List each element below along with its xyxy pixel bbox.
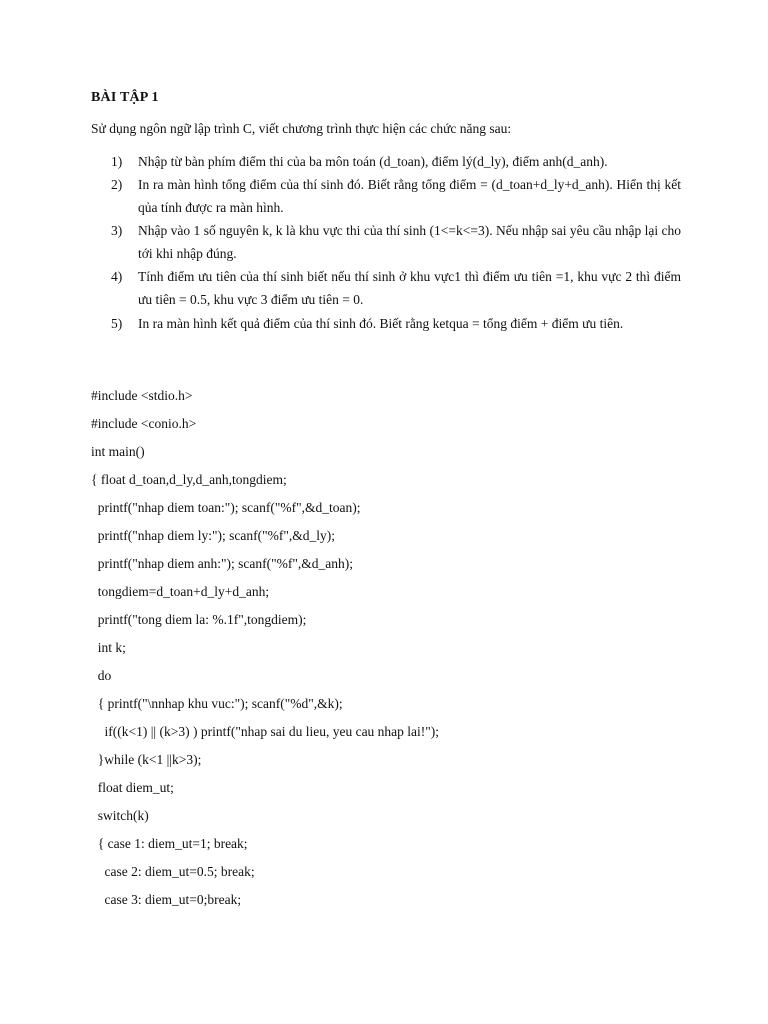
exercise-title: BÀI TẬP 1 bbox=[91, 90, 159, 105]
task-number: 5) bbox=[111, 316, 123, 331]
task-number: 2) bbox=[111, 177, 123, 192]
task-text: Nhập vào 1 số nguyên k, k là khu vực thi của thí sinh (1<=k<=3). Nếu nhập sai yêu cầu nhập lại cho tới khi nhập đúng. bbox=[138, 223, 681, 261]
task-text: Nhập từ bàn phím điểm thi của ba môn toán (d_toan), điểm lý(d_ly), điểm anh(d_anh). bbox=[138, 154, 608, 169]
code-line: printf("nhap diem anh:"); scanf("%f",&d_anh); bbox=[91, 556, 353, 571]
code-line: case 2: diem_ut=0.5; break; bbox=[91, 864, 255, 879]
code-line: }while (k<1 ||k>3); bbox=[91, 752, 202, 767]
code-line: printf("nhap diem ly:"); scanf("%f",&d_ly); bbox=[91, 528, 335, 543]
code-line: { float d_toan,d_ly,d_anh,tongdiem; bbox=[91, 472, 287, 487]
code-line: { printf("\nnhap khu vuc:"); scanf("%d",&k); bbox=[91, 696, 343, 711]
code-line: int k; bbox=[91, 640, 126, 655]
code-line: switch(k) bbox=[91, 808, 149, 823]
code-line: float diem_ut; bbox=[91, 780, 174, 795]
code-line: #include <stdio.h> bbox=[91, 388, 193, 403]
task-number: 4) bbox=[111, 269, 123, 284]
code-line: printf("nhap diem toan:"); scanf("%f",&d_toan); bbox=[91, 500, 361, 515]
code-line: { case 1: diem_ut=1; break; bbox=[91, 836, 248, 851]
code-line: do bbox=[91, 668, 112, 683]
code-line: #include <conio.h> bbox=[91, 416, 197, 431]
task-text: In ra màn hình kết quả điểm của thí sinh đó. Biết rằng ketqua = tổng điểm + điểm ưu tiên. bbox=[138, 316, 624, 331]
code-line: int main() bbox=[91, 444, 145, 459]
task-number: 1) bbox=[111, 154, 123, 169]
code-line: tongdiem=d_toan+d_ly+d_anh; bbox=[91, 584, 270, 599]
code-line: case 3: diem_ut=0;break; bbox=[91, 892, 242, 907]
task-text: Tính điểm ưu tiên của thí sinh biết nếu thí sinh ở khu vực1 thì điểm ưu tiên =1, khu vực 2 thì điểm ưu tiên = 0.5, khu vực 3 điểm ưu tiên = 0. bbox=[138, 269, 681, 307]
task-number: 3) bbox=[111, 223, 123, 238]
task-text: In ra màn hình tổng điểm của thí sinh đó. Biết rằng tổng điểm = (d_toan+d_ly+d_anh). Hiển thị kết qủa tính được ra màn hình. bbox=[138, 177, 681, 215]
code-line: if((k<1) || (k>3) ) printf("nhap sai du lieu, yeu cau nhap lai!"); bbox=[91, 724, 440, 739]
code-line: printf("tong diem la: %.1f",tongdiem); bbox=[91, 612, 307, 627]
exercise-intro: Sử dụng ngôn ngữ lập trình C, viết chương trình thực hiện các chức năng sau: bbox=[91, 121, 512, 136]
